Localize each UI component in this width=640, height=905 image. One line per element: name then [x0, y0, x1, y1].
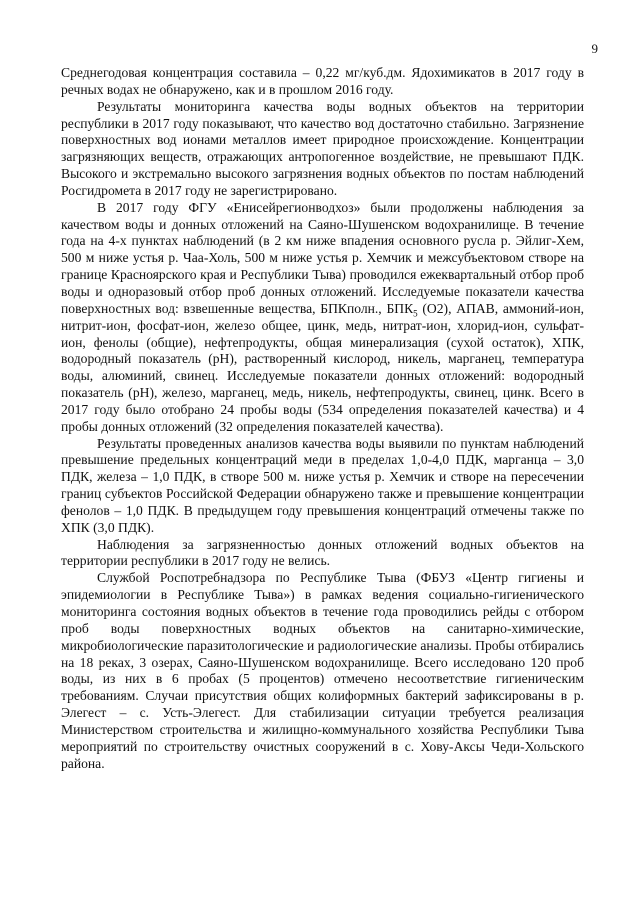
- paragraph-monitoring-results: Результаты мониторинга качества воды водных объектов на территории республики в 2017 году показывают, что качество вод достаточно стабильно. Загрязнение поверхностных вод ионами металлов имеет природное происхождение. Концентрации загрязняющих веществ, отражающих антропогенное воздействие, не превышают ПДК. Высокого и экстремально высокого загрязнения водных объектов по постам наблюдений Росгидромета в 2017 году не зарегистрировано.: [61, 98, 584, 198]
- paragraph-concentration-summary: Среднегодовая концентрация составила – 0,22 мг/куб.дм. Ядохимикатов в 2017 году в речных водах не обнаружено, как и в прошлом 2016 году.: [61, 65, 584, 97]
- bpk-subscript: 5: [413, 308, 418, 319]
- paragraph-sediment-observations: Наблюдения за загрязненностью донных отложений водных объектов на территории республики в 2017 году не велись.: [61, 536, 584, 569]
- paragraph-reservoir-observations: [61, 200, 584, 436]
- paragraph-reservoir-text-part1: В 2017 году ФГУ «Енисейрегионводхоз» были продолжены наблюдения за качеством воды и донных отложений на Саяно-Шушенском водохранилище. В течение года на 4-х пунктах наблюдений (в 2 км ниже впадения основного русла р. Эйлиг-Хем, 500 м ниже устья р. Чаа-Холь, 500 м ниже устья р. Хемчик и межсубъектовом створе на границе Красноярского края и Республики Тыва) проводился ежеквартальный отбор проб воды и одноразовый отбор проб донных отложений. Исследуемые показатели качества поверхностных вод: взвешенные вещества, БПКполн., БПК: [61, 199, 584, 316]
- paragraph-analysis-results: Результаты проведенных анализов качества воды выявили по пунктам наблюдений превышение предельных концентраций меди в пределах 1,0-4,0 ПДК, марганца – 3,0 ПДК, железа – 1,0 ПДК, в створе 500 м. ниже устья р. Хемчик и створе на пересечении границ субъектов Российской Федерации обнаружено также и превышение концентрации фенолов – 1,0 ПДК. В предыдущем году превышения концентраций отмечены также по ХПК (3,0 ПДК).: [61, 435, 584, 535]
- paragraph-reservoir-text-part2: (О2), АПАВ, аммоний-ион, нитрит-ион, фосфат-ион, железо общее, цинк, медь, нитрат-ион, хлорид-ион, сульфат-ион, фенолы (общие), нефтепродукты, общая минерализация (сухой остаток), ХПК, водородный показатель (рН), растворенный кислород, никель, марганец, температура воды, алюминий, свинец. Исследуемые показатели донных отложений: водородный показатель (рН), железо, марганец, медь, никель, нефтепродукты, свинец, цинк. Всего в 2017 году было отобрано 24 пробы воды (534 определения показателей качества) и 4 пробы донных отложений (32 определения показателей качества).: [61, 300, 585, 434]
- page-number: 9: [591, 41, 598, 56]
- paragraph-rospotrebnadzor: Службой Роспотребнадзора по Республике Тыва (ФБУЗ «Центр гигиены и эпидемиологии в Республике Тыва») в рамках ведения социально-гигиенического мониторинга состояния водных объектов в течение года проводились рейды с отбором проб воды поверхностных водных объектов на санитарно-химические, микробиологические паразитологические и радиологические анализы. Пробы отбирались на 18 реках, 3 озерах, Саяно-Шушенском водохранилище. Всего исследовано 120 проб воды, из них в 6 пробах (5 процентов) отмечено несоответствие гигиеническим требованиям. Случаи присутствия общих колиформных бактерий зафиксированы в р. Элегест – с. Усть-Элегест. Для стабилизации ситуации требуется реализация Министерством строительства и жилищно-коммунального хозяйства Республики Тыва мероприятий по строительству очистных сооружений в с. Хову-Аксы Чеди-Хольского района.: [61, 570, 584, 771]
- document-body: [61, 65, 584, 772]
